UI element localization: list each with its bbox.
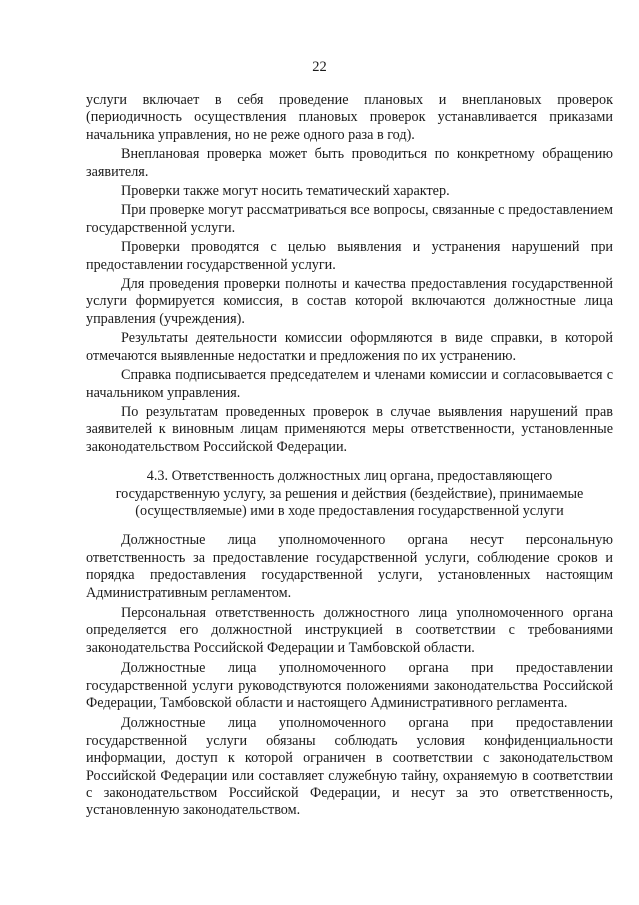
section-heading-line: 4.3. Ответственность должностных лиц органа, предоставляющего bbox=[146, 468, 553, 485]
section-heading bbox=[86, 468, 613, 520]
paragraph-confidentiality: Должностные лица уполномоченного органа при предоставлении государственной услуги обязаны соблюдать условия конфиденциальности информации, доступ к которой ограничен в соответствии с законодательством Российской Федерации или составляет служебную тайну, охраняемую в соответствии с законодательством Российской Федерации, и несут за это ответственность, установленную законодательством. bbox=[86, 715, 613, 819]
section-body bbox=[86, 532, 613, 820]
paragraph-personal-responsibility: Должностные лица уполномоченного органа несут персональную ответственность за предоставление государственной услуги, соблюдение сроков и порядка предоставления государственной услуги, установленных настоящим Административным регламентом. bbox=[86, 532, 613, 601]
paragraph-inspection-purpose: Проверки проводятся с целью выявления и устранения нарушений при предоставлении государственной услуги. bbox=[86, 239, 613, 273]
section-heading-line: (осуществляемые) ими в ходе предоставления государственной услуги bbox=[135, 502, 564, 519]
paragraph-commission-results: Результаты деятельности комиссии оформляются в виде справки, в которой отмечаются выявленные недостатки и предложения по их устранению. bbox=[86, 330, 613, 364]
paragraph-unscheduled-inspection: Внеплановая проверка может быть проводиться по конкретному обращению заявителя. bbox=[86, 146, 613, 180]
section-heading-line: государственную услугу, за решения и действия (бездействие), принимаемые bbox=[115, 485, 584, 502]
paragraph-inspection-scope: При проверке могут рассматриваться все вопросы, связанные с предоставлением государственной услуги. bbox=[86, 202, 613, 236]
document-body bbox=[86, 92, 613, 823]
paragraph-legislation-guidance: Должностные лица уполномоченного органа при предоставлении государственной услуги руководствуются положениями законодательства Российской Федерации, Тамбовской области и настоящего Административного регламента. bbox=[86, 660, 613, 711]
paragraph-job-description: Персональная ответственность должностного лица уполномоченного органа определяется его должностной инструкцией в соответствии с требованиями законодательства Российской Федерации и Тамбовской области. bbox=[86, 604, 613, 656]
paragraph-certificate-signing: Справка подписывается председателем и членами комиссии и согласовывается с начальником управления. bbox=[86, 367, 613, 401]
paragraph-commission: Для проведения проверки полноты и качества предоставления государственной услуги формируется комиссия, в состав которой включаются должностные лица управления (учреждения). bbox=[86, 276, 613, 327]
paragraph-liability-measures: По результатам проведенных проверок в случае выявления нарушений прав заявителей к виновным лицам применяются меры ответственности, установленные законодательством Российской Федерации. bbox=[86, 403, 613, 455]
page-number: 22 bbox=[312, 59, 327, 75]
paragraph-thematic-inspection: Проверки также могут носить тематический характер. bbox=[121, 183, 450, 200]
paragraph-continuation: услуги включает в себя проведение плановых и внеплановых проверок (периодичность осуществления плановых проверок устанавливается приказами начальника управления, но не реже одного раза в год). bbox=[86, 92, 613, 143]
